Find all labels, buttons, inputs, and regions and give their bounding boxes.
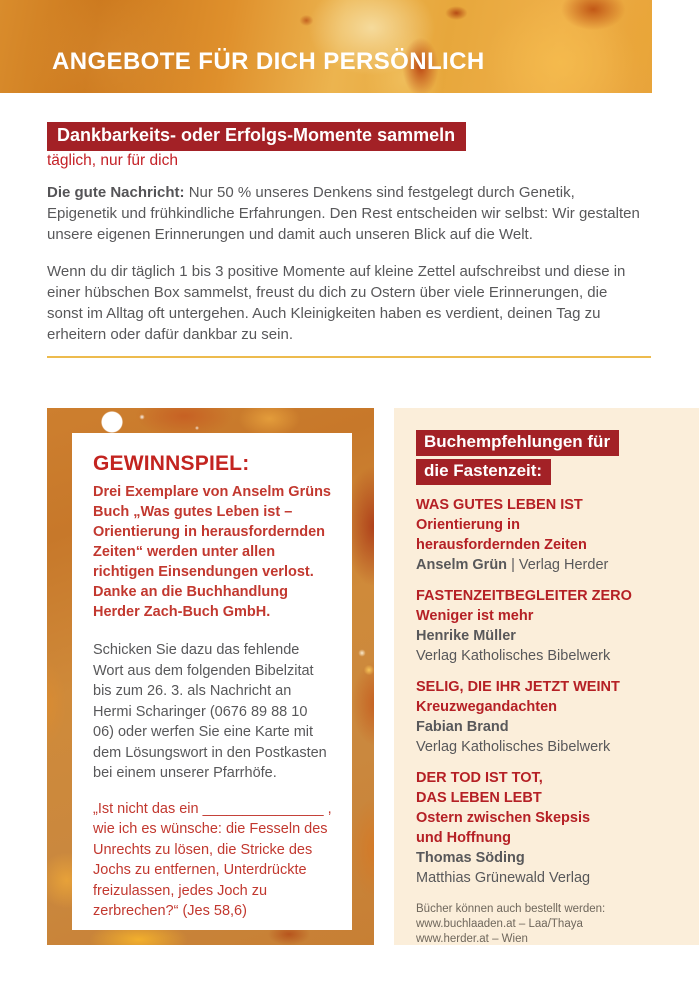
book-item bbox=[416, 495, 685, 575]
section-divider bbox=[47, 356, 651, 358]
contest-instructions: Schicken Sie dazu das fehlende Wort aus dem folgenden Bibelzitat bis zum 26. 3. als Nachricht an Hermi Scharinger (0676 89 88 10 06) oder werfen Sie eine Karte mit dem Lösungswort in den Postkasten bei einem unserer Pfarrhöfe. bbox=[93, 642, 327, 781]
contest-card bbox=[47, 408, 374, 945]
book-item bbox=[416, 768, 685, 888]
book-title-line: FASTENZEITBEGLEITER ZERO bbox=[416, 588, 632, 604]
book-item bbox=[416, 677, 685, 757]
book-publisher: Matthias Grünewald Verlag bbox=[416, 870, 591, 886]
book-title-line: WAS GUTES LEBEN IST bbox=[416, 497, 583, 513]
book-byline bbox=[416, 555, 685, 575]
book-author: Henrike Müller bbox=[416, 628, 516, 644]
intro-paragraph-1-lead: Die gute Nachricht: bbox=[47, 184, 185, 201]
book-title-line: Kreuzwegandachten bbox=[416, 699, 557, 715]
book-author: Fabian Brand bbox=[416, 719, 509, 735]
book-author: Thomas Söding bbox=[416, 850, 525, 866]
contest-bible-quote: „Ist nicht das ein _______________ , wie ich es wünsche: die Fesseln des Unrechts zu lösen, die Stricke des Jochs zu entfernen, Unterdrückte freizulassen, jedes Joch zu zerbrechen?“ (Jes 58,6) bbox=[93, 800, 332, 919]
order-note-line: Bücher können auch bestellt werden: bbox=[416, 903, 606, 915]
page-title: ANGEBOTE FÜR DICH PERSÖNLICH bbox=[52, 48, 485, 75]
books-heading-line-2: die Fastenzeit: bbox=[416, 459, 551, 485]
contest-card-inner bbox=[72, 433, 352, 930]
contest-lead: Drei Exemplare von Anselm Grüns Buch „Was gutes Leben ist – Orientierung in herausfordernden Zeiten“ werden unter allen richtigen Einsendungen verlost. Danke an die Buchhandlung Herder Zach-Buch GmbH. bbox=[93, 484, 331, 620]
section-headline-badge: Dankbarkeits- oder Erfolgs-Momente sammeln bbox=[47, 122, 466, 151]
contest-title: GEWINNSPIEL: bbox=[93, 452, 250, 475]
book-title-line: Ostern zwischen Skepsis bbox=[416, 810, 591, 826]
book-item bbox=[416, 586, 685, 666]
book-recommendations-panel bbox=[394, 408, 699, 945]
book-title-line: Orientierung in bbox=[416, 517, 520, 533]
book-title-line: herausfordernden Zeiten bbox=[416, 537, 587, 553]
books-list bbox=[416, 495, 685, 888]
intro-paragraph-1-text: Nur 50 % unseres Denkens sind festgelegt durch Genetik, Epigenetik und frühkindliche Erfahrungen. Den Rest entscheiden wir selbst: Wir gestalten unsere eigenen Erinnerungen und damit auch unseren Blick auf die Welt. bbox=[47, 184, 640, 243]
book-title-line: Weniger ist mehr bbox=[416, 608, 534, 624]
order-note bbox=[416, 902, 685, 947]
order-note-line: www.buchlaaden.at – Laa/Thaya bbox=[416, 918, 583, 930]
book-author: Anselm Grün bbox=[416, 557, 508, 573]
book-publisher: | Verlag Herder bbox=[511, 557, 609, 573]
header-banner bbox=[0, 0, 652, 93]
book-title-line: und Hoffnung bbox=[416, 830, 512, 846]
book-publisher: Verlag Katholisches Bibelwerk bbox=[416, 739, 611, 755]
order-note-line: www.herder.at – Wien bbox=[416, 933, 528, 945]
books-heading-line-1: Buchempfehlungen für bbox=[416, 430, 619, 456]
intro-paragraph-2: Wenn du dir täglich 1 bis 3 positive Momente auf kleine Zettel aufschreibst und diese in einer hübschen Box sammelst, freust du dich zu Ostern über viele Erinnerungen, die sonst im Alltag oft untergehen. Auch Kleinigkeiten haben es verdient, deinen Tag zu erheitern oder dafür dankbar zu sein. bbox=[47, 263, 626, 343]
book-title-line: DER TOD IST TOT, bbox=[416, 770, 543, 786]
book-title-line: DAS LEBEN LEBT bbox=[416, 790, 542, 806]
intro-paragraph-1 bbox=[47, 182, 647, 245]
book-title-line: SELIG, DIE IHR JETZT WEINT bbox=[416, 679, 620, 695]
book-publisher: Verlag Katholisches Bibelwerk bbox=[416, 648, 611, 664]
section-subline: täglich, nur für dich bbox=[47, 152, 178, 169]
